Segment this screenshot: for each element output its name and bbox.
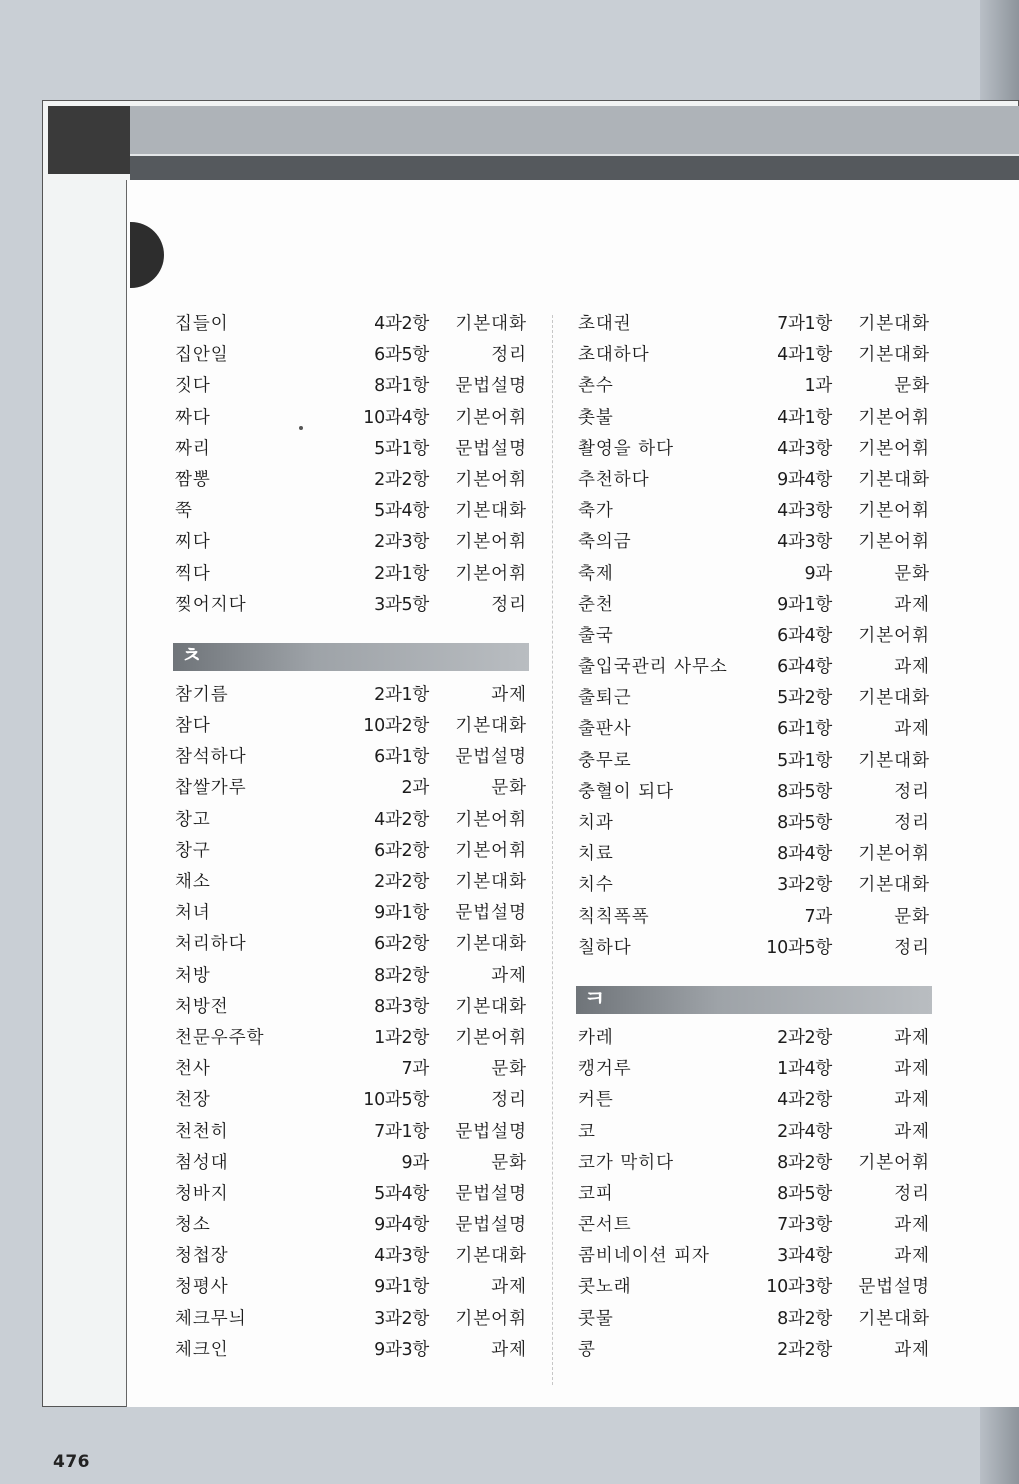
entry-lesson: 4과3항 xyxy=(374,1246,429,1267)
header-dark-block xyxy=(48,106,130,174)
entry-word: 참석하다 xyxy=(175,747,247,768)
index-entry xyxy=(576,1335,932,1366)
entry-lesson: 8과5항 xyxy=(777,781,832,802)
entry-category: 기본대화 xyxy=(858,688,930,709)
entry-category: 기본대화 xyxy=(455,1246,527,1267)
index-entry xyxy=(576,1085,932,1116)
entry-word: 충혈이 되다 xyxy=(578,781,675,802)
entry-lesson: 2과 xyxy=(401,778,429,799)
index-entry xyxy=(576,870,932,901)
index-entry xyxy=(173,559,529,590)
entry-word: 코피 xyxy=(578,1183,614,1204)
entry-word: 천사 xyxy=(175,1059,211,1080)
entry-word: 콩 xyxy=(578,1339,596,1360)
entry-lesson: 4과2항 xyxy=(374,809,429,830)
entry-category: 문법설명 xyxy=(455,1121,527,1142)
entry-word: 칙칙폭폭 xyxy=(578,906,650,927)
entry-word: 찢어지다 xyxy=(175,594,247,615)
entry-lesson: 4과3항 xyxy=(777,532,832,553)
entry-category: 기본대화 xyxy=(455,872,527,892)
index-entry xyxy=(173,805,529,836)
entry-lesson: 6과1항 xyxy=(777,719,832,740)
entry-category: 기본대화 xyxy=(858,314,930,334)
index-entry xyxy=(173,836,529,867)
entry-word: 칠하다 xyxy=(578,937,632,958)
entry-word: 쭉 xyxy=(175,501,193,522)
entry-category: 문법설명 xyxy=(455,1215,527,1236)
entry-word: 처리하다 xyxy=(175,934,247,955)
entry-lesson: 8과5항 xyxy=(777,813,832,833)
entry-category: 문법설명 xyxy=(455,376,527,397)
entry-lesson: 10과3항 xyxy=(766,1277,832,1298)
entry-category: 기본대화 xyxy=(455,314,527,334)
entry-category: 기본어휘 xyxy=(455,840,527,861)
index-entry xyxy=(576,746,932,777)
index-entry xyxy=(576,683,932,714)
index-entry xyxy=(173,929,529,960)
entry-lesson: 8과2항 xyxy=(374,965,429,986)
entry-lesson: 5과2항 xyxy=(777,688,832,709)
entry-word: 찹쌀가루 xyxy=(175,778,247,799)
entry-word: 코가 막히다 xyxy=(578,1152,675,1173)
entry-lesson: 2과2항 xyxy=(777,1027,832,1048)
index-entry xyxy=(173,1179,529,1210)
index-entry xyxy=(173,403,529,434)
index-entry xyxy=(576,1148,932,1179)
entry-category: 정리 xyxy=(491,1090,527,1111)
entry-word: 콧물 xyxy=(578,1308,614,1329)
entry-word: 출입국관리 사무소 xyxy=(578,657,728,678)
entry-lesson: 6과2항 xyxy=(374,934,429,955)
index-entry xyxy=(576,465,932,496)
entry-category: 정리 xyxy=(894,813,930,833)
index-entry xyxy=(576,1241,932,1272)
entry-category: 문법설명 xyxy=(455,438,527,459)
entry-lesson: 4과1항 xyxy=(777,407,832,428)
entry-lesson: 2과2항 xyxy=(374,469,429,490)
index-entry xyxy=(576,777,932,808)
entry-category: 기본대화 xyxy=(455,501,527,522)
entry-lesson: 3과2항 xyxy=(374,1308,429,1329)
index-entry xyxy=(576,496,932,527)
entry-word: 천문우주학 xyxy=(175,1027,265,1048)
entry-category: 과제 xyxy=(894,1215,930,1236)
entry-lesson: 2과1항 xyxy=(374,563,429,584)
entry-lesson: 10과5항 xyxy=(766,937,832,958)
entry-word: 청소 xyxy=(175,1215,211,1236)
entry-word: 촛불 xyxy=(578,407,614,428)
entry-lesson: 5과1항 xyxy=(374,438,429,459)
entry-word: 처방전 xyxy=(175,996,229,1017)
entry-category: 과제 xyxy=(491,1277,527,1298)
index-entry xyxy=(173,867,529,898)
index-entry xyxy=(173,1241,529,1272)
entry-lesson: 8과4항 xyxy=(777,844,832,865)
entry-lesson: 8과5항 xyxy=(777,1183,832,1204)
entry-lesson: 4과2항 xyxy=(374,314,429,334)
entry-category: 기본어휘 xyxy=(858,407,930,428)
entry-lesson: 9과1항 xyxy=(374,903,429,924)
entry-lesson: 10과2항 xyxy=(363,716,429,737)
entry-lesson: 2과2항 xyxy=(374,872,429,892)
entry-word: 춘천 xyxy=(578,594,614,615)
entry-word: 초대하다 xyxy=(578,345,650,366)
index-entry xyxy=(173,527,529,558)
index-entry xyxy=(576,1304,932,1335)
entry-lesson: 9과 xyxy=(401,1152,429,1173)
entry-category: 과제 xyxy=(894,594,930,615)
entry-word: 천천히 xyxy=(175,1121,229,1142)
entry-word: 커튼 xyxy=(578,1090,614,1111)
entry-category: 기본어휘 xyxy=(455,532,527,553)
entry-word: 찍다 xyxy=(175,563,211,584)
index-entry xyxy=(173,992,529,1023)
entry-category: 기본대화 xyxy=(455,996,527,1017)
entry-lesson: 4과3항 xyxy=(777,501,832,522)
index-entry xyxy=(173,1085,529,1116)
entry-word: 출판사 xyxy=(578,719,632,740)
entry-word: 청바지 xyxy=(175,1183,229,1204)
entry-lesson: 9과1항 xyxy=(374,1277,429,1298)
entry-word: 채소 xyxy=(175,872,211,892)
index-entry xyxy=(576,1210,932,1241)
index-entry xyxy=(173,1117,529,1148)
entry-category: 과제 xyxy=(894,719,930,740)
entry-category: 과제 xyxy=(491,1339,527,1360)
entry-word: 추천하다 xyxy=(578,469,650,490)
entry-lesson: 8과3항 xyxy=(374,996,429,1017)
entry-word: 출국 xyxy=(578,625,614,646)
entry-category: 정리 xyxy=(894,781,930,802)
index-column-left xyxy=(173,309,529,1366)
entry-category: 과제 xyxy=(491,965,527,986)
entry-category: 기본어휘 xyxy=(858,1152,930,1173)
entry-word: 체크인 xyxy=(175,1339,229,1360)
entry-category: 기본어휘 xyxy=(858,532,930,553)
index-entry xyxy=(173,680,529,711)
entry-category: 기본대화 xyxy=(858,1308,930,1329)
entry-category: 문화 xyxy=(491,1152,527,1173)
index-entry xyxy=(173,371,529,402)
entry-category: 문법설명 xyxy=(455,1183,527,1204)
index-entry xyxy=(173,1054,529,1085)
entry-category: 과제 xyxy=(894,1059,930,1080)
entry-lesson: 2과4항 xyxy=(777,1121,832,1142)
entry-word: 콘서트 xyxy=(578,1215,632,1236)
entry-lesson: 7과 xyxy=(401,1059,429,1080)
page-number: 476 xyxy=(53,1452,90,1472)
entry-category: 기본대화 xyxy=(858,875,930,896)
entry-lesson: 7과1항 xyxy=(777,314,832,334)
entry-category: 문화 xyxy=(894,906,930,927)
index-entry xyxy=(576,403,932,434)
index-entry xyxy=(173,1148,529,1179)
entry-word: 참다 xyxy=(175,716,211,737)
index-entry xyxy=(173,340,529,371)
entry-lesson: 4과2항 xyxy=(777,1090,832,1111)
entry-lesson: 1과4항 xyxy=(777,1059,832,1080)
section-header-kieuk xyxy=(576,986,932,1014)
entry-word: 천장 xyxy=(175,1090,211,1111)
entry-word: 짓다 xyxy=(175,376,211,397)
entry-lesson: 7과1항 xyxy=(374,1121,429,1142)
entry-lesson: 3과4항 xyxy=(777,1246,832,1267)
entry-word: 처녀 xyxy=(175,903,211,924)
entry-category: 기본어휘 xyxy=(455,1308,527,1329)
entry-category: 과제 xyxy=(894,1339,930,1360)
entry-lesson: 1과2항 xyxy=(374,1027,429,1048)
entry-word: 축제 xyxy=(578,563,614,584)
entry-word: 참기름 xyxy=(175,684,229,705)
entry-category: 기본어휘 xyxy=(455,407,527,428)
entry-category: 정리 xyxy=(894,1183,930,1204)
index-entry xyxy=(173,898,529,929)
entry-word: 짬뽕 xyxy=(175,469,211,490)
entry-lesson: 5과4항 xyxy=(374,501,429,522)
entry-category: 기본어휘 xyxy=(455,563,527,584)
entry-lesson: 9과4항 xyxy=(777,469,832,490)
entry-word: 콤비네이션 피자 xyxy=(578,1246,710,1267)
entry-lesson: 7과 xyxy=(804,906,832,927)
entry-lesson: 7과3항 xyxy=(777,1215,832,1236)
entry-word: 청평사 xyxy=(175,1277,229,1298)
entry-category: 과제 xyxy=(894,1121,930,1142)
section-header-label: ㅊ xyxy=(181,643,203,669)
index-entry xyxy=(576,1023,932,1054)
entry-word: 집들이 xyxy=(175,314,229,334)
entry-lesson: 10과5항 xyxy=(363,1090,429,1111)
entry-word: 짜리 xyxy=(175,438,211,459)
entry-category: 과제 xyxy=(894,1090,930,1111)
entry-lesson: 8과2항 xyxy=(777,1308,832,1329)
section-header-label: ㅋ xyxy=(584,986,606,1012)
entry-word: 촬영을 하다 xyxy=(578,438,675,459)
entry-lesson: 4과1항 xyxy=(777,345,832,366)
entry-category: 기본어휘 xyxy=(455,809,527,830)
entry-word: 캥거루 xyxy=(578,1059,632,1080)
index-entry xyxy=(576,808,932,839)
entry-word: 치과 xyxy=(578,813,614,833)
entry-category: 기본어휘 xyxy=(455,1027,527,1048)
index-entry xyxy=(576,434,932,465)
index-entry xyxy=(173,1210,529,1241)
index-column-right xyxy=(576,309,932,1366)
entry-category: 기본어휘 xyxy=(858,625,930,646)
entry-word: 창고 xyxy=(175,809,211,830)
index-entry xyxy=(173,1023,529,1054)
entry-category: 정리 xyxy=(894,937,930,958)
entry-lesson: 9과1항 xyxy=(777,594,832,615)
index-entry xyxy=(173,496,529,527)
entry-word: 청첩장 xyxy=(175,1246,229,1267)
index-entry xyxy=(173,1335,529,1366)
index-entry xyxy=(173,711,529,742)
entry-word: 치수 xyxy=(578,875,614,896)
index-entry xyxy=(576,933,932,964)
entry-lesson: 8과1항 xyxy=(374,376,429,397)
entry-category: 기본어휘 xyxy=(858,844,930,865)
entry-category: 문법설명 xyxy=(455,903,527,924)
section-header-chieut xyxy=(173,643,529,671)
entry-category: 문화 xyxy=(894,563,930,584)
entry-category: 문법설명 xyxy=(455,747,527,768)
entry-category: 기본대화 xyxy=(455,716,527,737)
entry-category: 문화 xyxy=(894,376,930,397)
entry-word: 체크무늬 xyxy=(175,1308,247,1329)
entry-category: 과제 xyxy=(491,684,527,705)
entry-category: 기본어휘 xyxy=(858,438,930,459)
index-entry xyxy=(173,1304,529,1335)
index-entry xyxy=(576,527,932,558)
index-group-left-1 xyxy=(173,309,529,621)
index-entry xyxy=(576,1179,932,1210)
entry-word: 집안일 xyxy=(175,345,229,366)
entry-lesson: 4과3항 xyxy=(777,438,832,459)
entry-category: 기본대화 xyxy=(858,469,930,490)
index-entry xyxy=(576,590,932,621)
entry-lesson: 5과1항 xyxy=(777,750,832,771)
entry-lesson: 8과2항 xyxy=(777,1152,832,1173)
header-band-lower xyxy=(130,156,1019,180)
index-entry xyxy=(576,559,932,590)
entry-lesson: 9과 xyxy=(804,563,832,584)
entry-word: 충무로 xyxy=(578,750,632,771)
entry-word: 출퇴근 xyxy=(578,688,632,709)
entry-lesson: 2과1항 xyxy=(374,684,429,705)
entry-word: 촌수 xyxy=(578,376,614,397)
entry-category: 기본대화 xyxy=(858,345,930,366)
entry-lesson: 6과2항 xyxy=(374,840,429,861)
entry-word: 코 xyxy=(578,1121,596,1142)
entry-category: 문화 xyxy=(491,1059,527,1080)
index-entry xyxy=(576,621,932,652)
entry-category: 기본대화 xyxy=(858,750,930,771)
entry-word: 짜다 xyxy=(175,407,211,428)
index-entry xyxy=(576,839,932,870)
entry-word: 처방 xyxy=(175,965,211,986)
entry-category: 기본어휘 xyxy=(455,469,527,490)
entry-lesson: 6과4항 xyxy=(777,657,832,678)
entry-word: 축가 xyxy=(578,501,614,522)
entry-category: 문화 xyxy=(491,778,527,799)
index-entry xyxy=(173,1272,529,1303)
entry-lesson: 3과2항 xyxy=(777,875,832,896)
index-entry xyxy=(173,434,529,465)
index-entry xyxy=(576,1272,932,1303)
entry-word: 창구 xyxy=(175,840,211,861)
index-entry xyxy=(173,309,529,340)
index-entry xyxy=(173,742,529,773)
entry-category: 기본대화 xyxy=(455,934,527,955)
entry-word: 치료 xyxy=(578,844,614,865)
index-entry xyxy=(576,714,932,745)
entry-category: 문법설명 xyxy=(858,1277,930,1298)
entry-lesson: 5과4항 xyxy=(374,1183,429,1204)
index-entry xyxy=(576,309,932,340)
index-group-right-2 xyxy=(576,1023,932,1366)
index-group-right-1 xyxy=(576,309,932,964)
entry-lesson: 9과4항 xyxy=(374,1215,429,1236)
entry-lesson: 3과5항 xyxy=(374,594,429,615)
entry-lesson: 2과3항 xyxy=(374,532,429,553)
index-entry xyxy=(576,902,932,933)
entry-lesson: 1과 xyxy=(804,376,832,397)
entry-word: 찌다 xyxy=(175,532,211,553)
entry-lesson: 10과4항 xyxy=(363,407,429,428)
entry-word: 초대권 xyxy=(578,314,632,334)
index-entry xyxy=(173,465,529,496)
entry-category: 정리 xyxy=(491,594,527,615)
index-entry xyxy=(576,371,932,402)
index-group-left-2 xyxy=(173,680,529,1366)
index-entry xyxy=(173,961,529,992)
entry-lesson: 2과2항 xyxy=(777,1339,832,1360)
entry-category: 정리 xyxy=(491,345,527,366)
index-entry xyxy=(576,1117,932,1148)
column-divider xyxy=(552,315,553,1385)
entry-lesson: 9과3항 xyxy=(374,1339,429,1360)
entry-category: 기본어휘 xyxy=(858,501,930,522)
index-entry xyxy=(576,652,932,683)
entry-category: 과제 xyxy=(894,1246,930,1267)
index-entry xyxy=(576,1054,932,1085)
entry-word: 축의금 xyxy=(578,532,632,553)
entry-lesson: 6과5항 xyxy=(374,345,429,366)
entry-category: 과제 xyxy=(894,1027,930,1048)
index-entry xyxy=(173,773,529,804)
header-band xyxy=(130,106,1019,154)
index-entry xyxy=(173,590,529,621)
index-entry xyxy=(576,340,932,371)
entry-lesson: 6과4항 xyxy=(777,625,832,646)
entry-lesson: 6과1항 xyxy=(374,747,429,768)
entry-word: 콧노래 xyxy=(578,1277,632,1298)
entry-category: 과제 xyxy=(894,657,930,678)
entry-word: 카레 xyxy=(578,1027,614,1048)
entry-word: 첨성대 xyxy=(175,1152,229,1173)
